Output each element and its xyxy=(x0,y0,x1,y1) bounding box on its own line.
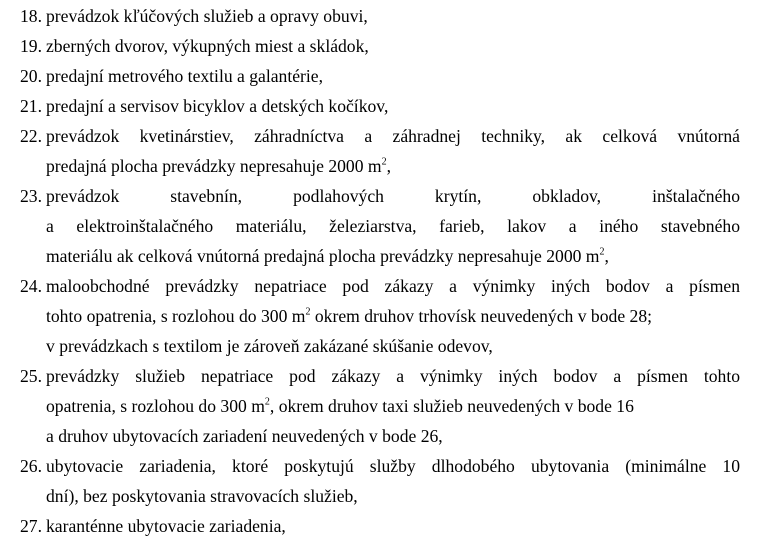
item-number: 19. xyxy=(20,36,42,56)
item-text: prevádzok kľúčových služieb a opravy obuvi, xyxy=(46,6,368,26)
superscript: 2 xyxy=(381,156,387,168)
superscript: 2 xyxy=(305,306,311,318)
item-number: 26. xyxy=(20,456,42,476)
item-text-segment: okrem druhov trhovísk neuvedených v bode 28; xyxy=(310,306,653,326)
item-text-segment: predajná plocha prevádzky nepresahuje 2000 m xyxy=(46,156,382,176)
item-number: 18. xyxy=(20,6,42,26)
item-number: 23. xyxy=(20,186,42,206)
item-text: predajní a servisov bicyklov a detských kočíkov, xyxy=(46,96,389,116)
item-text-segment: , okrem druhov taxi služieb neuvedených v bode 16 xyxy=(269,396,634,416)
item-text-line xyxy=(46,152,740,181)
item-number: 20. xyxy=(20,66,42,86)
item-number: 22. xyxy=(20,126,42,146)
item-text-line xyxy=(46,302,740,331)
item-text-segment: , xyxy=(604,246,609,266)
superscript: 2 xyxy=(599,246,605,258)
item-number: 21. xyxy=(20,96,42,116)
item-text: prevádzok kvetinárstiev, záhradníctva a záhradnej techniky, ak celková vnútorná xyxy=(46,126,740,146)
item-text: zberných dvorov, výkupných miest a skládok, xyxy=(46,36,369,56)
item-text-segment: , xyxy=(386,156,392,176)
item-text: ubytovacie zariadenia, ktoré poskytujú služby dlhodobého ubytovania (minimálne 10 xyxy=(46,456,740,476)
item-text-line xyxy=(46,392,740,421)
item-number: 27. xyxy=(20,516,42,536)
item-text: v prevádzkach s textilom je zároveň zakázané skúšanie odevov, xyxy=(46,336,493,356)
item-number: 24. xyxy=(20,276,42,296)
item-text: maloobchodné prevádzky nepatriace pod zákazy a výnimky iných bodov a písmen xyxy=(46,276,740,296)
item-text: prevádzok stavebnín, podlahových krytín, obkladov, inštalačného xyxy=(46,186,740,206)
item-text-segment: materiálu ak celková vnútorná predajná plocha prevádzky nepresahuje 2000 m xyxy=(46,246,600,266)
item-text: karanténne ubytovacie zariadenia, xyxy=(46,516,286,536)
item-text-line xyxy=(46,242,740,271)
item-text-segment: opatrenia, s rozlohou do 300 m xyxy=(46,396,265,416)
item-text: prevádzky služieb nepatriace pod zákazy a výnimky iných bodov a písmen tohto xyxy=(46,366,740,386)
item-text: a elektroinštalačného materiálu, železiarstva, farieb, lakov a iného stavebného xyxy=(46,216,740,236)
superscript: 2 xyxy=(264,396,270,408)
item-text: a druhov ubytovacích zariadení neuvedených v bode 26, xyxy=(46,426,443,446)
item-text-segment: tohto opatrenia, s rozlohou do 300 m xyxy=(46,306,306,326)
item-text: predajní metrového textilu a galantérie, xyxy=(46,66,323,86)
item-number: 25. xyxy=(20,366,42,386)
item-text: dní), bez poskytovania stravovacích služieb, xyxy=(46,486,358,506)
